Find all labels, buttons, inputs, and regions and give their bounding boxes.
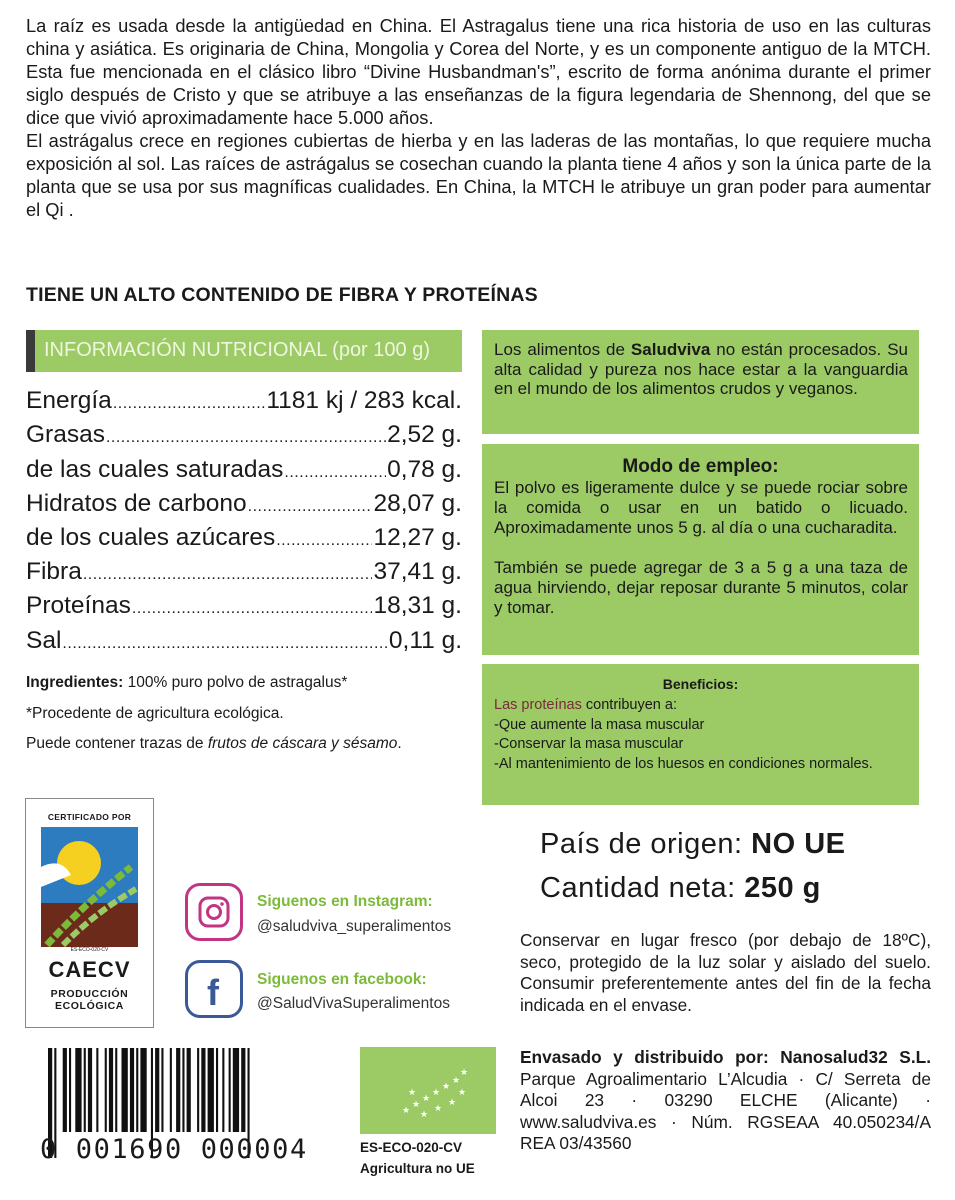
eu-star-icon: ★ xyxy=(420,1110,429,1120)
barcode-bar xyxy=(88,1048,92,1132)
storage-instructions: Conservar en lugar fresco (por debajo de 18ºC), seco, protegido de la luz solar y aislado del suelo. Consumir preferentemente antes del fin de la fecha indicada en el envase. xyxy=(520,930,931,1015)
eu-organic-leaf-icon xyxy=(360,1047,496,1134)
distributor-address: Parque Agroalimentario L’Alcudia · C/ Serreta de Alcoi 23 · 03290 ELCHE (Alicante) · www.saludviva.es · Núm. RGSEAA 40.050234/A REA 03/43560 xyxy=(520,1068,931,1153)
facebook-glyph xyxy=(188,963,240,1015)
barcode-bar xyxy=(216,1048,218,1132)
instagram-label: Siguenos en Instagram: xyxy=(257,893,433,910)
dot-leader xyxy=(113,392,266,416)
barcode-bar xyxy=(182,1048,184,1132)
benefit-item: -Al mantenimiento de los huesos en condiciones normales. xyxy=(494,755,873,772)
nutrition-value: 0,11 g. xyxy=(388,626,462,654)
eu-organic-leaf-logo xyxy=(360,1047,496,1134)
dot-leader xyxy=(284,461,386,485)
nutrition-label: Hidratos de carbono xyxy=(26,489,247,517)
instagram-glyph xyxy=(188,886,240,938)
barcode-bar xyxy=(75,1048,81,1132)
origin-label: País de origen: xyxy=(540,828,743,860)
nutrition-label: Proteínas xyxy=(26,592,131,620)
caecv-emblem-icon xyxy=(41,827,138,947)
quantity-label: Cantidad neta: xyxy=(540,872,736,904)
benefit-item: -Que aumente la masa muscular xyxy=(494,716,705,733)
nutrition-value: 1181 kj / 283 kcal. xyxy=(266,387,462,415)
barcode-bar xyxy=(222,1048,224,1132)
intro-text xyxy=(26,14,931,221)
barcode-bar xyxy=(105,1048,107,1132)
barcode-bar xyxy=(176,1048,180,1132)
benefits-intro xyxy=(494,696,908,716)
barcode-bar xyxy=(197,1048,199,1132)
quality-text xyxy=(494,340,908,399)
nutrition-value: 2,52 g. xyxy=(387,421,462,449)
eu-organic-origin: Agricultura no UE xyxy=(360,1161,475,1176)
barcode-bar xyxy=(69,1048,71,1132)
traces-suffix: . xyxy=(397,735,402,752)
nutrition-label: Energía xyxy=(26,387,112,415)
nutrition-row xyxy=(26,519,462,553)
quality-suffix: no están procesados. Su alta calidad y pureza nos hace estar a la vanguardia en el mundo de los alimentos crudos y veganos. xyxy=(494,340,908,398)
barcode-bar xyxy=(187,1048,191,1132)
eu-star-icon: ★ xyxy=(448,1098,457,1108)
benefits-title: Beneficios: xyxy=(662,676,739,692)
usage-title: Modo de empleo: xyxy=(622,456,779,477)
eu-star-icon: ★ xyxy=(434,1104,443,1114)
barcode-bar xyxy=(229,1048,231,1132)
traces-italic: frutos de cáscara y sésamo xyxy=(207,735,398,752)
ingredients-text: 100% puro polvo de astragalus* xyxy=(127,674,348,691)
eu-star-icon: ★ xyxy=(458,1088,467,1098)
ingredients-block xyxy=(26,667,462,758)
facebook-handle[interactable]: @SaludVivaSuperalimentos xyxy=(257,995,450,1012)
nutrition-table xyxy=(26,382,462,656)
barcode-bar xyxy=(84,1048,86,1132)
svg-text:f: f xyxy=(207,972,219,1013)
dot-leader xyxy=(248,495,373,519)
nutrition-value: 28,07 g. xyxy=(373,489,462,517)
quality-prefix: Los alimentos de xyxy=(494,340,625,359)
nutrition-title: INFORMACIÓN NUTRICIONAL (por 100 g) xyxy=(44,339,430,361)
certified-by-text: CERTIFICADO POR xyxy=(47,812,132,822)
nutrition-row xyxy=(26,485,462,519)
allergen-traces xyxy=(26,729,462,758)
intro-paragraph-1: La raíz es usada desde la antigüedad en China. El Astragalus tiene una rica historia de uso en las culturas china y asiática. Es originaria de China, Mongolia y Corea del Norte, y es un componente antiguo de la MTCH. Esta fue mencionada en el clásico libro “Divine Husbandman's”, escrito de forma anónima durante el primer siglo después de Cristo y que se atribuye a las enseñanzas de la figura legendaria de Shennong, del que se dice que vivió aproximadamente hace 5.000 años. xyxy=(26,15,931,128)
distributor-name: Envasado y distribuido por: Nanosalud32 S.L. xyxy=(520,1047,931,1067)
usage-box xyxy=(482,444,919,655)
dot-leader xyxy=(276,529,372,553)
benefits-text xyxy=(494,696,908,774)
barcode-bar xyxy=(115,1048,117,1132)
barcode-bar xyxy=(109,1048,113,1132)
barcode-bar xyxy=(170,1048,172,1132)
caecv-production xyxy=(26,988,153,1012)
barcode-bar xyxy=(201,1048,205,1132)
distribution-info xyxy=(520,1047,931,1155)
ingredients-note: *Procedente de agricultura ecológica. xyxy=(26,705,284,722)
usage-paragraph-2: También se puede agregar de 3 a 5 g a una taza de agua hirviendo, dejar reposar durante 5 minutos, colar y tomar. xyxy=(494,558,908,617)
facebook-label: Siguenos en facebook: xyxy=(257,971,427,988)
instagram-handle[interactable]: @saludviva_superalimentos xyxy=(257,918,452,935)
facebook-icon[interactable] xyxy=(185,960,243,1018)
barcode-bar xyxy=(136,1048,138,1132)
barcode-bar xyxy=(96,1048,98,1132)
eu-star-icon: ★ xyxy=(432,1088,441,1098)
headline: TIENE UN ALTO CONTENIDO DE FIBRA Y PROTEÍNAS xyxy=(26,284,538,306)
nutrition-row xyxy=(26,621,462,655)
eu-star-icon: ★ xyxy=(408,1088,417,1098)
net-quantity xyxy=(540,872,821,905)
barcode-bar xyxy=(155,1048,159,1132)
eu-organic-code: ES-ECO-020-CV xyxy=(360,1140,463,1155)
nutrition-label: de los cuales azúcares xyxy=(26,523,276,551)
caecv-name: CAECV xyxy=(48,957,131,982)
ingredients-line xyxy=(26,667,462,698)
benefit-item: -Conservar la masa muscular xyxy=(494,736,684,752)
benefits-intro-rest: contribuyen a: xyxy=(585,697,677,713)
eu-star-icon: ★ xyxy=(412,1100,421,1110)
benefits-box xyxy=(482,664,919,805)
origin-value: NO UE xyxy=(751,828,846,860)
nutrition-label: Fibra xyxy=(26,558,82,586)
nutrition-label: Sal xyxy=(26,626,62,654)
nutrition-row xyxy=(26,450,462,484)
barcode-bar xyxy=(161,1048,163,1132)
nutrition-label: Grasas xyxy=(26,421,105,449)
eu-star-icon: ★ xyxy=(422,1094,431,1104)
nutrition-label: de las cuales saturadas xyxy=(26,455,284,483)
dot-leader xyxy=(132,597,373,621)
barcode-bar xyxy=(208,1048,214,1132)
caecv-line-1: PRODUCCIÓN xyxy=(50,988,129,1000)
barcode-bar xyxy=(122,1048,128,1132)
nutrition-value: 0,78 g. xyxy=(387,455,462,483)
nutrition-value: 18,31 g. xyxy=(373,592,462,620)
eu-star-icon: ★ xyxy=(452,1076,461,1086)
barcode-bar xyxy=(241,1048,245,1132)
nutrition-row xyxy=(26,416,462,450)
dot-leader xyxy=(106,426,386,450)
caecv-certification-logo xyxy=(25,798,154,1028)
eu-star-icon: ★ xyxy=(460,1068,469,1078)
caecv-line-2: ECOLÓGICA xyxy=(55,1000,124,1012)
eu-star-icon: ★ xyxy=(442,1082,451,1092)
traces-prefix: Puede contener trazas de xyxy=(26,735,204,752)
quantity-value: 250 g xyxy=(744,872,821,904)
nutrition-row xyxy=(26,587,462,621)
barcode-bar xyxy=(140,1048,146,1132)
country-of-origin xyxy=(540,828,845,861)
barcode-bar xyxy=(63,1048,67,1132)
caecv-sun xyxy=(57,841,101,885)
nutrition-header-accent xyxy=(26,330,35,372)
benefits-highlight: Las proteínas xyxy=(494,697,582,713)
barcode-number: 0 001690 000004 xyxy=(40,1134,308,1165)
ingredients-label: Ingredientes: xyxy=(26,674,124,691)
quality-box xyxy=(482,330,919,434)
intro-paragraph-2: El astrágalus crece en regiones cubiertas de hierba y en las laderas de las montañas, lo que requiere mucha exposición al sol. Las raíces de astrágalus se cosechan cuando la planta tiene 4 años y son la única parte de la planta que se usa por sus magníficas cualidades. En China, la MTCH le atribuye un gran poder para aumentar el Qi . xyxy=(26,130,931,220)
usage-paragraph-1: El polvo es ligeramente dulce y se puede rociar sobre la comida o usar en un batido o licuado. Aproximadamente unos 5 g. al día o una cucharadita. xyxy=(494,478,908,537)
nutrition-value: 12,27 g. xyxy=(373,523,462,551)
barcode-bar xyxy=(130,1048,134,1132)
brand-name: Saludviva xyxy=(630,340,711,359)
nutrition-row xyxy=(26,553,462,587)
dot-leader xyxy=(62,632,387,656)
dot-leader xyxy=(83,563,373,587)
instagram-icon[interactable] xyxy=(185,883,243,941)
caecv-code: ES-ECO-020-CV xyxy=(70,947,109,953)
usage-text xyxy=(494,478,908,618)
caecv-soil xyxy=(41,903,138,947)
nutrition-header xyxy=(26,330,462,372)
nutrition-value: 37,41 g. xyxy=(373,558,462,586)
eu-star-icon: ★ xyxy=(402,1106,411,1116)
nutrition-row xyxy=(26,382,462,416)
barcode-bar xyxy=(233,1048,239,1132)
